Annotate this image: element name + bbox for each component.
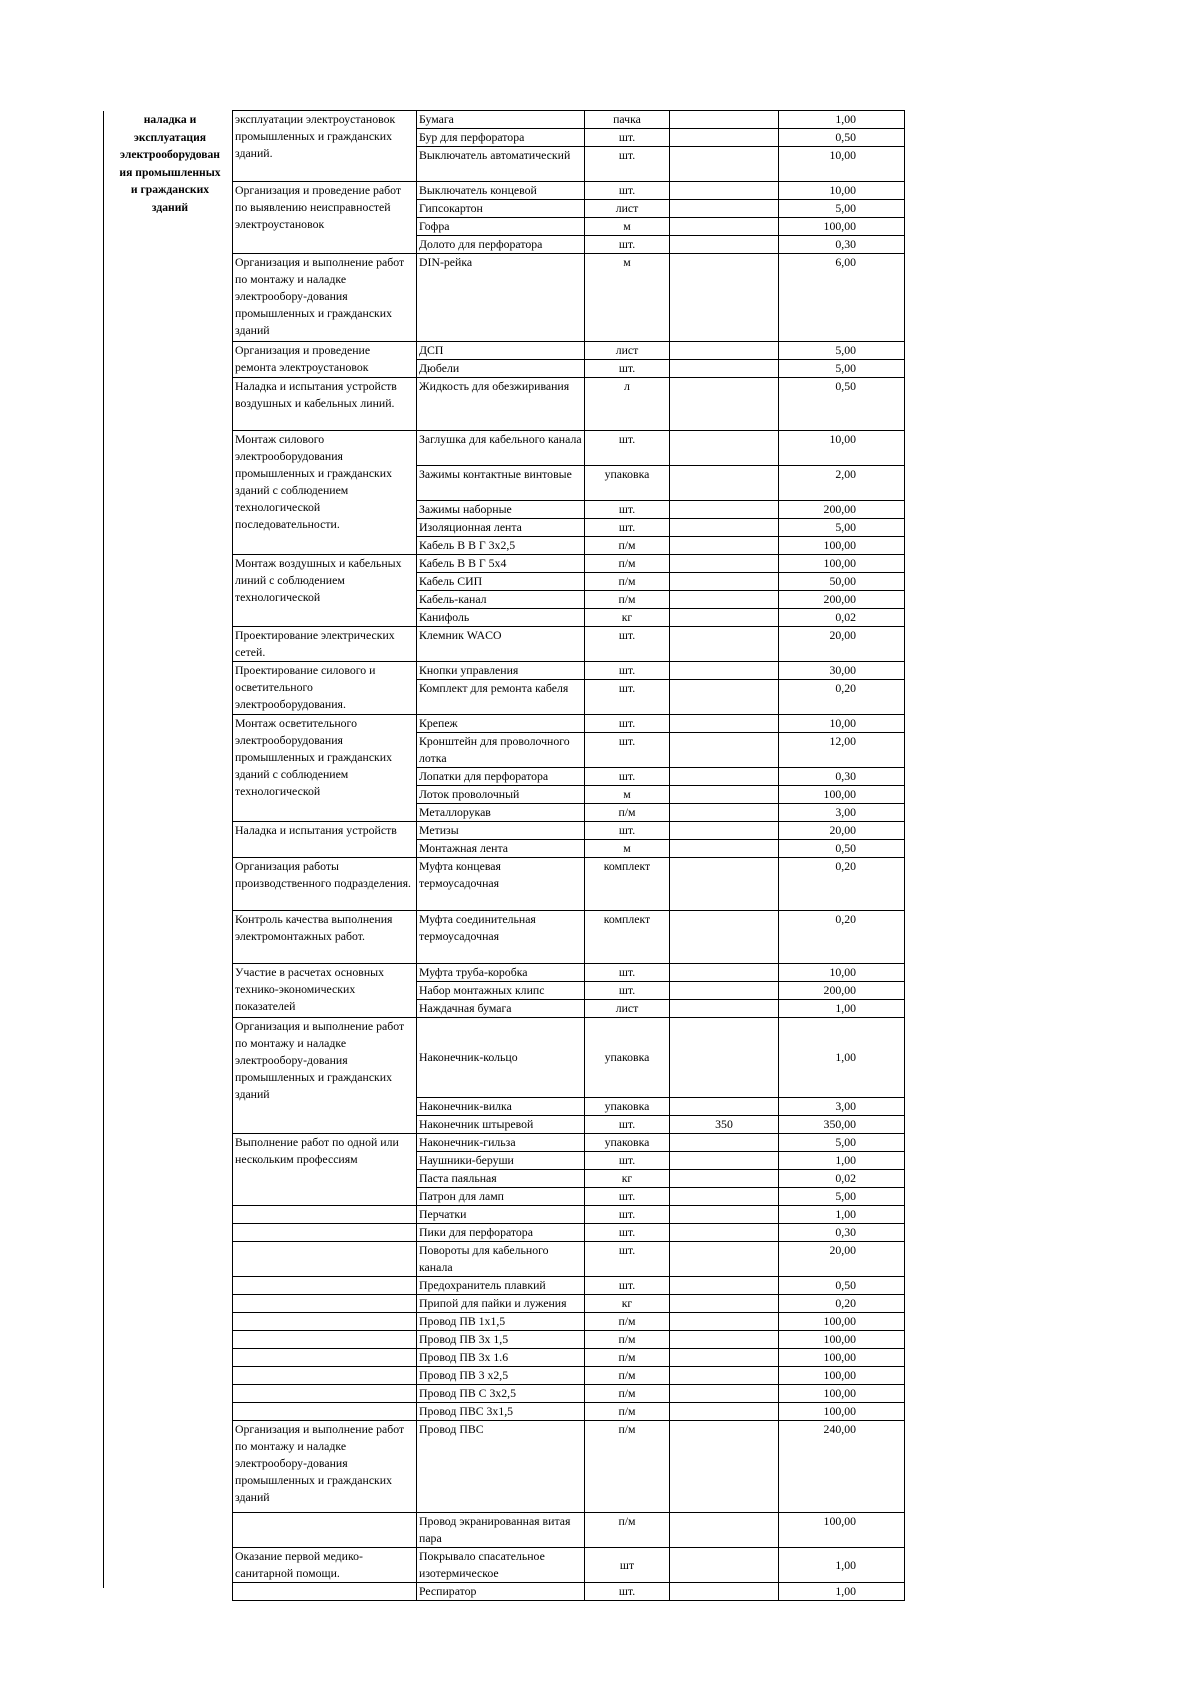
count-cell xyxy=(670,1403,779,1421)
count-cell xyxy=(670,466,779,501)
item-name-cell: Набор монтажных клипс xyxy=(417,982,585,1000)
item-name-cell: Покрывало спасательное изотермическое xyxy=(417,1548,585,1583)
quantity-cell: 1,00 xyxy=(779,1152,905,1170)
item-name-cell: Провод ПВ 1х1,5 xyxy=(417,1313,585,1331)
unit-cell: шт xyxy=(585,1548,670,1583)
item-name-cell: Наждачная бумага xyxy=(417,1000,585,1018)
competency-cell xyxy=(233,1277,417,1295)
quantity-cell: 100,00 xyxy=(779,786,905,804)
item-name-cell: Провод ПВС xyxy=(417,1421,585,1513)
count-cell xyxy=(670,1206,779,1224)
count-cell xyxy=(670,680,779,715)
quantity-cell: 100,00 xyxy=(779,218,905,236)
quantity-cell: 100,00 xyxy=(779,1313,905,1331)
table-row xyxy=(233,1385,905,1403)
count-cell xyxy=(670,786,779,804)
item-name-cell: Кабель СИП xyxy=(417,573,585,591)
count-cell xyxy=(670,1170,779,1188)
competency-cell: Организация и выполнение работ по монтажу и наладке электрообору-дования промышленных и гражданских зданий xyxy=(233,1018,417,1134)
table-row xyxy=(233,342,905,360)
item-name-cell: Зажимы наборные xyxy=(417,501,585,519)
item-name-cell: Провод ПВ С 3х2,5 xyxy=(417,1385,585,1403)
competency-cell: Выполнение работ по одной или нескольким профессиям xyxy=(233,1134,417,1206)
unit-cell: шт. xyxy=(585,1206,670,1224)
item-name-cell: Заглушка для кабельного канала xyxy=(417,431,585,466)
unit-cell: шт. xyxy=(585,964,670,982)
table-row xyxy=(233,662,905,680)
quantity-cell: 1,00 xyxy=(779,1548,905,1583)
item-name-cell: Гофра xyxy=(417,218,585,236)
competency-cell xyxy=(233,1349,417,1367)
quantity-cell: 5,00 xyxy=(779,200,905,218)
unit-cell: кг xyxy=(585,609,670,627)
count-cell xyxy=(670,254,779,342)
specialty-title-line: эксплуатация xyxy=(133,130,207,144)
quantity-cell: 0,20 xyxy=(779,858,905,911)
unit-cell: шт. xyxy=(585,1224,670,1242)
item-name-cell: Кронштейн для проволочного лотка xyxy=(417,733,585,768)
competency-cell: Проектирование электрических сетей. xyxy=(233,627,417,662)
item-name-cell: Наконечник штыревой xyxy=(417,1116,585,1134)
quantity-cell: 0,20 xyxy=(779,1295,905,1313)
count-cell xyxy=(670,1152,779,1170)
table-row xyxy=(233,1134,905,1152)
specialty-title xyxy=(108,111,232,216)
count-cell xyxy=(670,1313,779,1331)
count-cell xyxy=(670,1513,779,1548)
quantity-cell: 3,00 xyxy=(779,1098,905,1116)
unit-cell: упаковка xyxy=(585,1098,670,1116)
count-cell xyxy=(670,573,779,591)
item-name-cell: Припой для пайки и лужения xyxy=(417,1295,585,1313)
item-name-cell: Провод экранированная витая пара xyxy=(417,1513,585,1548)
item-name-cell: Лопатки для перфоратора xyxy=(417,768,585,786)
quantity-cell: 0,02 xyxy=(779,1170,905,1188)
count-cell xyxy=(670,537,779,555)
table-row xyxy=(233,1313,905,1331)
count-cell xyxy=(670,982,779,1000)
competency-cell xyxy=(233,1295,417,1313)
competency-cell: Организация работы производственного подразделения. xyxy=(233,858,417,911)
item-name-cell: Кабель В В Г 5х4 xyxy=(417,555,585,573)
item-name-cell: Канифоль xyxy=(417,609,585,627)
item-name-cell: DIN-рейка xyxy=(417,254,585,342)
item-name-cell: Предохранитель плавкий xyxy=(417,1277,585,1295)
unit-cell: упаковка xyxy=(585,1134,670,1152)
quantity-cell: 30,00 xyxy=(779,662,905,680)
item-name-cell: Наконечник-гильза xyxy=(417,1134,585,1152)
count-cell xyxy=(670,1134,779,1152)
item-name-cell: Монтажная лента xyxy=(417,840,585,858)
count-cell xyxy=(670,182,779,200)
quantity-cell: 100,00 xyxy=(779,555,905,573)
item-name-cell: Муфта концевая термоусадочная xyxy=(417,858,585,911)
quantity-cell: 100,00 xyxy=(779,1513,905,1548)
count-cell xyxy=(670,804,779,822)
item-name-cell: Наконечник-вилка xyxy=(417,1098,585,1116)
unit-cell: м xyxy=(585,254,670,342)
quantity-cell: 100,00 xyxy=(779,1349,905,1367)
table-row xyxy=(233,715,905,733)
unit-cell: шт. xyxy=(585,1583,670,1601)
quantity-cell: 10,00 xyxy=(779,964,905,982)
table-row xyxy=(233,555,905,573)
unit-cell: шт. xyxy=(585,715,670,733)
item-name-cell: Кнопки управления xyxy=(417,662,585,680)
specialty-title-line: и гражданских xyxy=(130,183,210,196)
quantity-cell: 5,00 xyxy=(779,1134,905,1152)
quantity-cell: 5,00 xyxy=(779,519,905,537)
quantity-cell: 1,00 xyxy=(779,111,905,129)
unit-cell: шт. xyxy=(585,129,670,147)
unit-cell: п/м xyxy=(585,591,670,609)
unit-cell: лист xyxy=(585,1000,670,1018)
competency-cell: Организация и выполнение работ по монтажу и наладке электрообору-дования промышленных и гражданских зданий xyxy=(233,1421,417,1513)
count-cell xyxy=(670,840,779,858)
quantity-cell: 10,00 xyxy=(779,431,905,466)
unit-cell: м xyxy=(585,840,670,858)
count-cell xyxy=(670,1224,779,1242)
competency-cell xyxy=(233,1367,417,1385)
unit-cell: шт. xyxy=(585,1188,670,1206)
quantity-cell: 1,00 xyxy=(779,1000,905,1018)
table-row xyxy=(233,1295,905,1313)
count-cell xyxy=(670,147,779,182)
unit-cell: п/м xyxy=(585,1331,670,1349)
unit-cell: шт. xyxy=(585,768,670,786)
table-row xyxy=(233,431,905,466)
item-name-cell: Перчатки xyxy=(417,1206,585,1224)
table-row xyxy=(233,111,905,129)
left-border-line xyxy=(103,111,104,1588)
item-name-cell: Гипсокартон xyxy=(417,200,585,218)
unit-cell: пачка xyxy=(585,111,670,129)
table-row xyxy=(233,182,905,200)
item-name-cell: Провод ПВ 3х 1.6 xyxy=(417,1349,585,1367)
quantity-cell: 350,00 xyxy=(779,1116,905,1134)
specialty-title-line: ия промышленных xyxy=(119,165,221,179)
quantity-cell: 0,02 xyxy=(779,609,905,627)
competency-cell xyxy=(233,1385,417,1403)
quantity-cell: 2,00 xyxy=(779,466,905,501)
count-cell xyxy=(670,1188,779,1206)
item-name-cell: Повороты для кабельного канала xyxy=(417,1242,585,1277)
unit-cell: упаковка xyxy=(585,466,670,501)
count-cell xyxy=(670,1295,779,1313)
table-row xyxy=(233,822,905,840)
unit-cell: кг xyxy=(585,1295,670,1313)
count-cell xyxy=(670,200,779,218)
equipment-table xyxy=(232,110,905,1601)
quantity-cell: 50,00 xyxy=(779,573,905,591)
item-name-cell: Зажимы контактные винтовые xyxy=(417,466,585,501)
quantity-cell: 1,00 xyxy=(779,1583,905,1601)
item-name-cell: Изоляционная лента xyxy=(417,519,585,537)
item-name-cell: ДСП xyxy=(417,342,585,360)
count-cell xyxy=(670,662,779,680)
unit-cell: шт. xyxy=(585,236,670,254)
count-cell xyxy=(670,555,779,573)
quantity-cell: 5,00 xyxy=(779,360,905,378)
competency-cell: Контроль качества выполнения электромонтажных работ. xyxy=(233,911,417,964)
table-row xyxy=(233,1224,905,1242)
item-name-cell: Металлорукав xyxy=(417,804,585,822)
quantity-cell: 3,00 xyxy=(779,804,905,822)
count-cell xyxy=(670,768,779,786)
count-cell xyxy=(670,1367,779,1385)
count-cell xyxy=(670,1000,779,1018)
item-name-cell: Пики для перфоратора xyxy=(417,1224,585,1242)
item-name-cell: Кабель В В Г 3х2,5 xyxy=(417,537,585,555)
count-cell xyxy=(670,129,779,147)
table-row xyxy=(233,1513,905,1548)
count-cell xyxy=(670,591,779,609)
count-cell xyxy=(670,858,779,911)
count-cell xyxy=(670,911,779,964)
unit-cell: шт. xyxy=(585,1152,670,1170)
quantity-cell: 20,00 xyxy=(779,627,905,662)
quantity-cell: 0,50 xyxy=(779,378,905,431)
count-cell xyxy=(670,1331,779,1349)
unit-cell: л xyxy=(585,378,670,431)
unit-cell: шт. xyxy=(585,519,670,537)
unit-cell: шт. xyxy=(585,822,670,840)
table-row xyxy=(233,858,905,911)
quantity-cell: 1,00 xyxy=(779,1018,905,1098)
count-cell xyxy=(670,236,779,254)
count-cell xyxy=(670,360,779,378)
unit-cell: п/м xyxy=(585,537,670,555)
item-name-cell: Кабель-канал xyxy=(417,591,585,609)
count-cell xyxy=(670,1421,779,1513)
competency-cell: Монтаж воздушных и кабельных линий с соблюдением технологической xyxy=(233,555,417,627)
competency-cell: Монтаж силового электрооборудования промышленных и гражданских зданий с соблюдением технологической последовательности. xyxy=(233,431,417,555)
quantity-cell: 100,00 xyxy=(779,1367,905,1385)
item-name-cell: Выключатель концевой xyxy=(417,182,585,200)
item-name-cell: Долото для перфоратора xyxy=(417,236,585,254)
quantity-cell: 10,00 xyxy=(779,147,905,182)
count-cell: 350 xyxy=(670,1116,779,1134)
quantity-cell: 12,00 xyxy=(779,733,905,768)
item-name-cell: Муфта соединительная термоусадочная xyxy=(417,911,585,964)
competency-cell: Проектирование силового и осветительного электрооборудования. xyxy=(233,662,417,715)
competency-cell xyxy=(233,1313,417,1331)
specialty-title-line: наладка и xyxy=(143,113,197,126)
competency-cell: Наладка и испытания устройств воздушных и кабельных линий. xyxy=(233,378,417,431)
unit-cell: п/м xyxy=(585,1313,670,1331)
count-cell xyxy=(670,1242,779,1277)
table-row xyxy=(233,911,905,964)
item-name-cell: Респиратор xyxy=(417,1583,585,1601)
item-name-cell: Провод ПВ 3 х2,5 xyxy=(417,1367,585,1385)
competency-cell xyxy=(233,1583,417,1601)
unit-cell: шт. xyxy=(585,147,670,182)
table-row xyxy=(233,1367,905,1385)
unit-cell: шт. xyxy=(585,1242,670,1277)
count-cell xyxy=(670,733,779,768)
quantity-cell: 5,00 xyxy=(779,1188,905,1206)
quantity-cell: 0,50 xyxy=(779,129,905,147)
count-cell xyxy=(670,822,779,840)
competency-cell: Оказание первой медико-санитарной помощи. xyxy=(233,1548,417,1583)
count-cell xyxy=(670,715,779,733)
unit-cell: шт. xyxy=(585,982,670,1000)
table-row xyxy=(233,1331,905,1349)
count-cell xyxy=(670,519,779,537)
item-name-cell: Паста паяльная xyxy=(417,1170,585,1188)
competency-cell xyxy=(233,1513,417,1548)
competency-cell: Организация и выполнение работ по монтажу и наладке электрообору-дования промышленных и гражданских зданий xyxy=(233,254,417,342)
quantity-cell: 0,20 xyxy=(779,911,905,964)
quantity-cell: 100,00 xyxy=(779,1385,905,1403)
unit-cell: шт. xyxy=(585,662,670,680)
table-row xyxy=(233,1403,905,1421)
competency-cell: Наладка и испытания устройств xyxy=(233,822,417,858)
quantity-cell: 20,00 xyxy=(779,822,905,840)
quantity-cell: 10,00 xyxy=(779,715,905,733)
unit-cell: п/м xyxy=(585,1513,670,1548)
item-name-cell: Наконечник-кольцо xyxy=(417,1018,585,1098)
unit-cell: комплект xyxy=(585,911,670,964)
item-name-cell: Бур для перфоратора xyxy=(417,129,585,147)
competency-cell xyxy=(233,1403,417,1421)
competency-cell xyxy=(233,1331,417,1349)
quantity-cell: 0,30 xyxy=(779,1224,905,1242)
unit-cell: п/м xyxy=(585,1385,670,1403)
quantity-cell: 200,00 xyxy=(779,982,905,1000)
competency-cell: Монтаж осветительного электрооборудования промышленных и гражданских зданий с соблюдением технологической xyxy=(233,715,417,822)
count-cell xyxy=(670,1098,779,1116)
unit-cell: п/м xyxy=(585,1403,670,1421)
quantity-cell: 0,30 xyxy=(779,236,905,254)
item-name-cell: Жидкость для обезжиривания xyxy=(417,378,585,431)
count-cell xyxy=(670,501,779,519)
quantity-cell: 0,30 xyxy=(779,768,905,786)
count-cell xyxy=(670,1277,779,1295)
count-cell xyxy=(670,1548,779,1583)
competency-cell: Участие в расчетах основных технико-экономических показателей xyxy=(233,964,417,1018)
quantity-cell: 200,00 xyxy=(779,501,905,519)
unit-cell: п/м xyxy=(585,1421,670,1513)
item-name-cell: Дюбели xyxy=(417,360,585,378)
competency-cell xyxy=(233,1224,417,1242)
specialty-title-line: электрооборудован xyxy=(120,148,220,161)
table-row xyxy=(233,1206,905,1224)
unit-cell: шт. xyxy=(585,733,670,768)
quantity-cell: 100,00 xyxy=(779,1403,905,1421)
quantity-cell: 100,00 xyxy=(779,1331,905,1349)
competency-cell xyxy=(233,1206,417,1224)
competency-cell: Организация и проведение работ по выявлению неисправностей электроустановок xyxy=(233,182,417,254)
table-row xyxy=(233,1421,905,1513)
unit-cell: шт. xyxy=(585,627,670,662)
unit-cell: комплект xyxy=(585,858,670,911)
table-row xyxy=(233,1018,905,1098)
unit-cell: упаковка xyxy=(585,1018,670,1098)
quantity-cell: 100,00 xyxy=(779,537,905,555)
unit-cell: п/м xyxy=(585,1349,670,1367)
unit-cell: шт. xyxy=(585,360,670,378)
count-cell xyxy=(670,627,779,662)
table-row xyxy=(233,1242,905,1277)
item-name-cell: Метизы xyxy=(417,822,585,840)
quantity-cell: 240,00 xyxy=(779,1421,905,1513)
count-cell xyxy=(670,342,779,360)
count-cell xyxy=(670,1018,779,1098)
unit-cell: шт. xyxy=(585,182,670,200)
competency-cell xyxy=(233,1242,417,1277)
table-row xyxy=(233,1548,905,1583)
count-cell xyxy=(670,1385,779,1403)
unit-cell: п/м xyxy=(585,555,670,573)
unit-cell: лист xyxy=(585,200,670,218)
item-name-cell: Муфта труба-коробка xyxy=(417,964,585,982)
table-row xyxy=(233,1349,905,1367)
count-cell xyxy=(670,964,779,982)
item-name-cell: Провод ПВС 3х1,5 xyxy=(417,1403,585,1421)
unit-cell: м xyxy=(585,218,670,236)
unit-cell: шт. xyxy=(585,680,670,715)
table-row xyxy=(233,254,905,342)
table-row xyxy=(233,627,905,662)
item-name-cell: Бумага xyxy=(417,111,585,129)
table-row xyxy=(233,964,905,982)
competency-cell: эксплуатации электроустановок промышленных и гражданских зданий. xyxy=(233,111,417,182)
table-row xyxy=(233,378,905,431)
quantity-cell: 200,00 xyxy=(779,591,905,609)
competency-cell: Организация и проведение ремонта электроустановок xyxy=(233,342,417,378)
quantity-cell: 6,00 xyxy=(779,254,905,342)
unit-cell: шт. xyxy=(585,501,670,519)
quantity-cell: 20,00 xyxy=(779,1242,905,1277)
item-name-cell: Провод ПВ 3х 1,5 xyxy=(417,1331,585,1349)
count-cell xyxy=(670,218,779,236)
unit-cell: шт. xyxy=(585,431,670,466)
item-name-cell: Крепеж xyxy=(417,715,585,733)
count-cell xyxy=(670,111,779,129)
unit-cell: шт. xyxy=(585,1277,670,1295)
count-cell xyxy=(670,431,779,466)
quantity-cell: 5,00 xyxy=(779,342,905,360)
specialty-title-line: зданий xyxy=(151,200,189,214)
table-row xyxy=(233,1277,905,1295)
quantity-cell: 10,00 xyxy=(779,182,905,200)
quantity-cell: 0,50 xyxy=(779,840,905,858)
item-name-cell: Выключатель автоматический xyxy=(417,147,585,182)
quantity-cell: 0,50 xyxy=(779,1277,905,1295)
unit-cell: п/м xyxy=(585,804,670,822)
quantity-cell: 1,00 xyxy=(779,1206,905,1224)
count-cell xyxy=(670,609,779,627)
item-name-cell: Наушники-беруши xyxy=(417,1152,585,1170)
unit-cell: кг xyxy=(585,1170,670,1188)
count-cell xyxy=(670,378,779,431)
unit-cell: п/м xyxy=(585,573,670,591)
item-name-cell: Патрон для ламп xyxy=(417,1188,585,1206)
item-name-cell: Лоток проволочный xyxy=(417,786,585,804)
unit-cell: м xyxy=(585,786,670,804)
unit-cell: шт. xyxy=(585,1116,670,1134)
count-cell xyxy=(670,1583,779,1601)
unit-cell: п/м xyxy=(585,1367,670,1385)
quantity-cell: 0,20 xyxy=(779,680,905,715)
table-row xyxy=(233,1583,905,1601)
unit-cell: лист xyxy=(585,342,670,360)
item-name-cell: Клемник WACO xyxy=(417,627,585,662)
count-cell xyxy=(670,1349,779,1367)
item-name-cell: Комплект для ремонта кабеля xyxy=(417,680,585,715)
